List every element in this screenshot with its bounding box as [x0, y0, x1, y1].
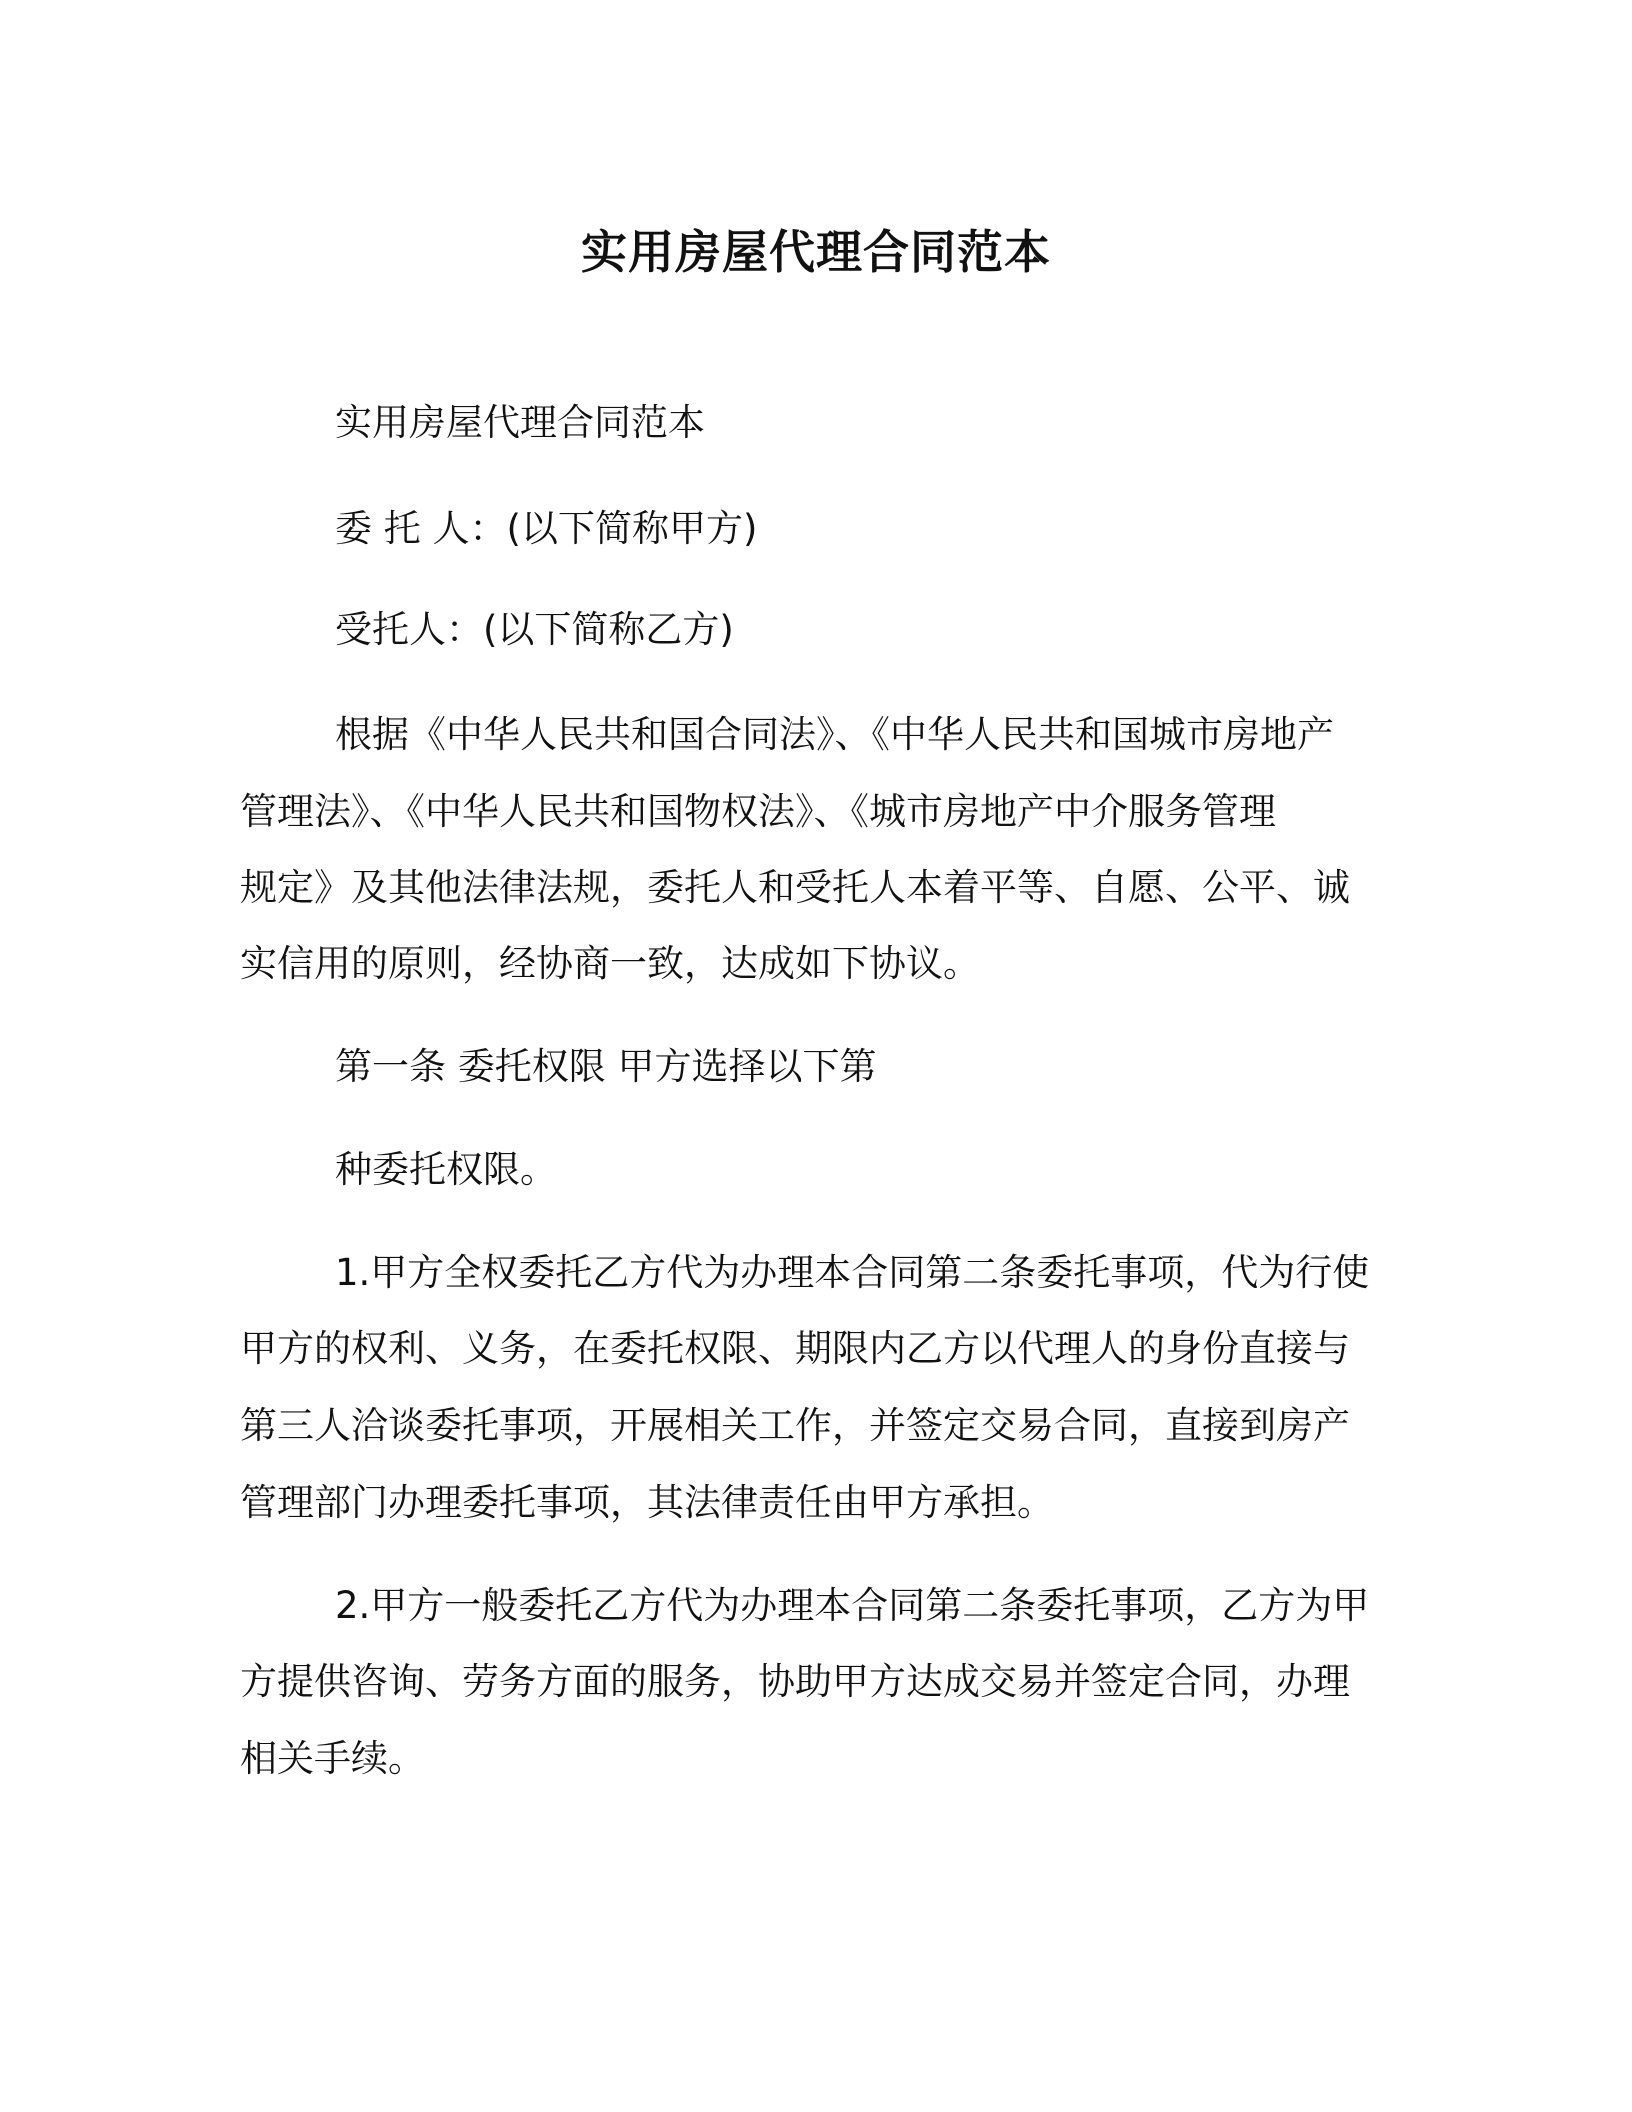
article-1-heading: 第一条 委托权限 甲方选择以下第 — [335, 1045, 877, 1088]
preamble-line-4: 实信用的原则，经协商一致，达成如下协议。 — [240, 942, 980, 985]
clause-2-line-2: 方提供咨询、劳务方面的服务，协助甲方达成交易并签定合同，办理 — [240, 1660, 1350, 1703]
clause-2-line-1: 2.甲方一般委托乙方代为办理本合同第二条委托事项，乙方为甲 — [335, 1584, 1370, 1627]
preamble-line-3: 规定》及其他法律法规，委托人和受托人本着平等、自愿、公平、诚 — [240, 866, 1350, 909]
clause-1-line-4: 管理部门办理委托事项，其法律责任由甲方承担。 — [240, 1481, 1054, 1524]
preamble-line-2: 管理法》、《中华人民共和国物权法》、《城市房地产中介服务管理 — [240, 790, 1276, 833]
clause-1-line-1: 1.甲方全权委托乙方代为办理本合同第二条委托事项，代为行使 — [335, 1251, 1370, 1294]
agent-line: 受托人：(以下简称乙方) — [335, 608, 734, 651]
article-1-heading-cont: 种委托权限。 — [335, 1148, 557, 1191]
clause-1-line-2: 甲方的权利、义务，在委托权限、期限内乙方以代理人的身份直接与 — [240, 1327, 1350, 1370]
preamble-line-1: 根据《中华人民共和国合同法》、《中华人民共和国城市房地产 — [335, 713, 1334, 756]
document-title: 实用房屋代理合同范本 — [581, 225, 1051, 279]
clause-1-line-3: 第三人洽谈委托事项，开展相关工作，并签定交易合同，直接到房产 — [240, 1404, 1350, 1447]
subtitle-line: 实用房屋代理合同范本 — [335, 401, 705, 444]
principal-line: 委 托 人：(以下简称甲方) — [335, 507, 758, 550]
clause-2-line-3: 相关手续。 — [240, 1737, 425, 1780]
